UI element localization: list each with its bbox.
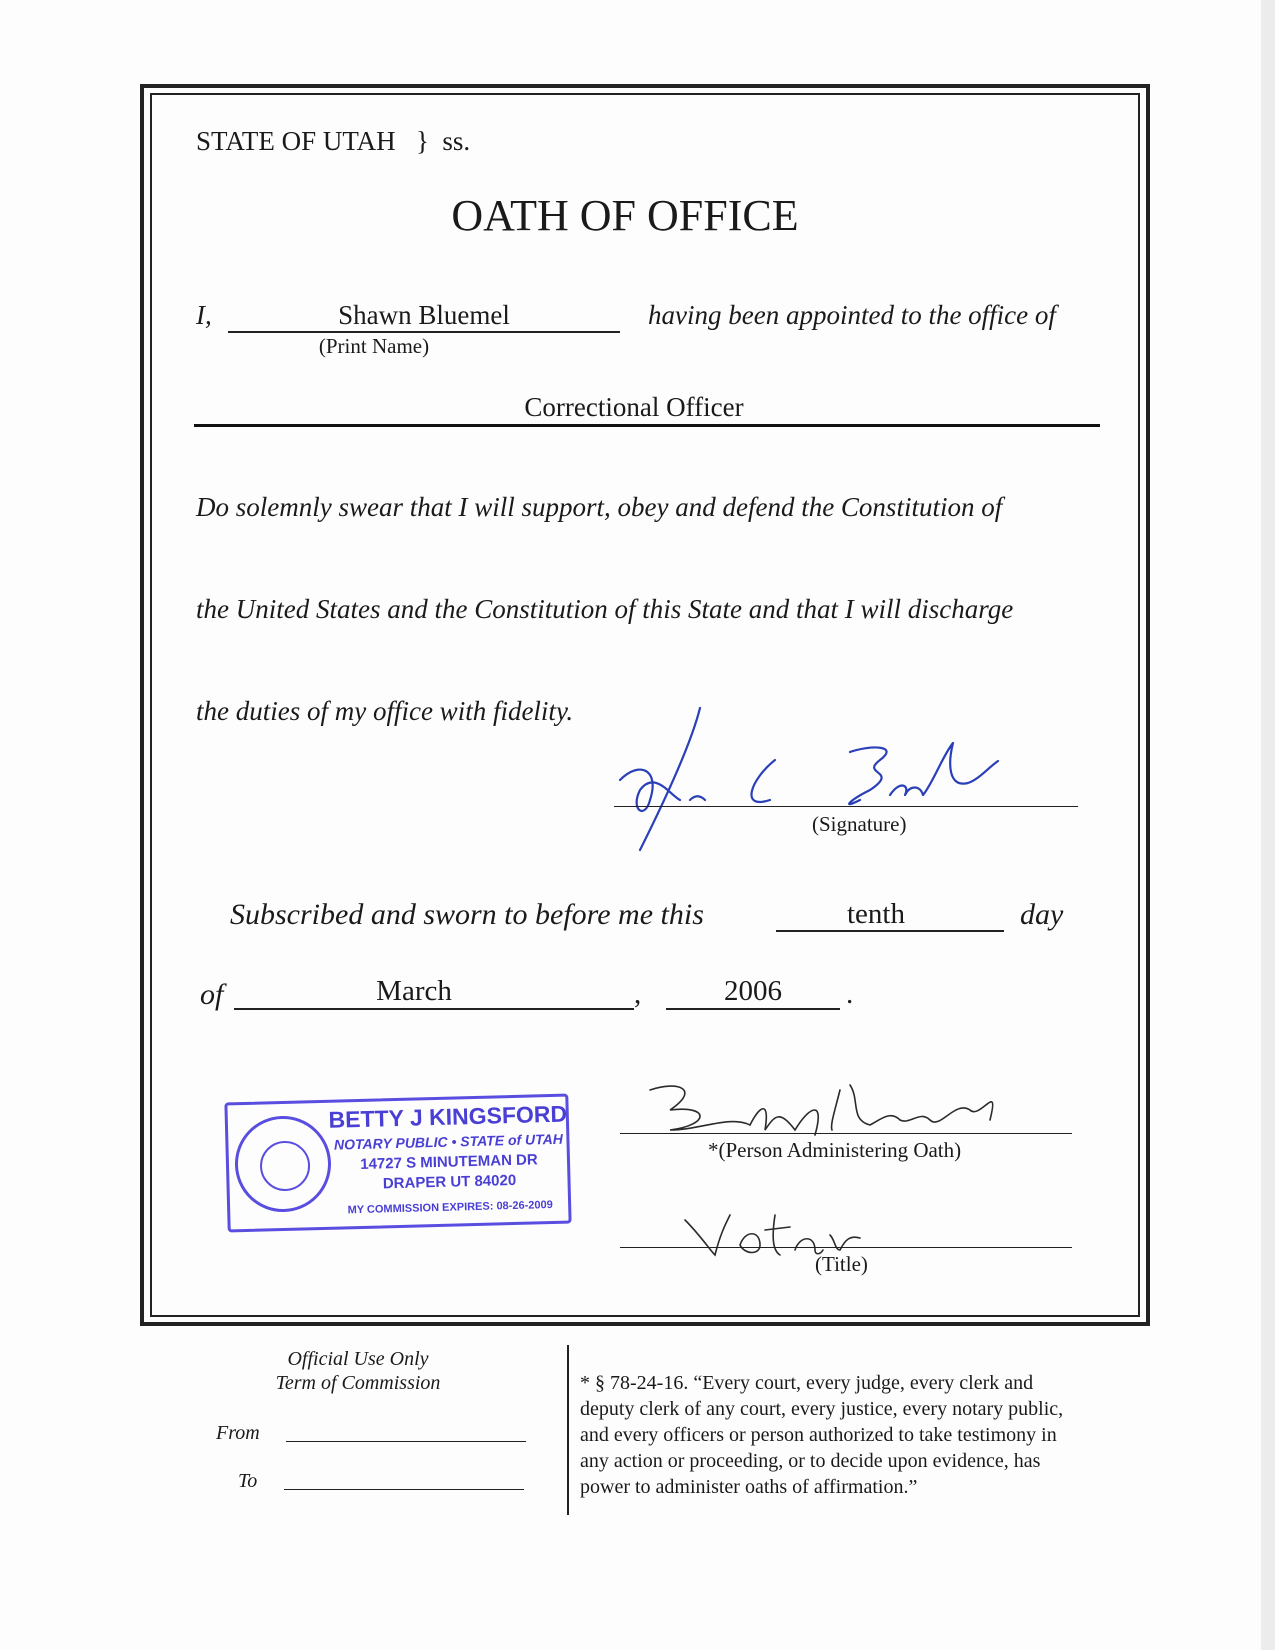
oath-line-1: Do solemnly swear that I will support, obey and defend the Constitution of [196,492,1003,522]
statute-line-1: * § 78-24-16. “Every court, every judge, every clerk and [580,1372,1034,1394]
day-word: day [1020,898,1064,931]
day-value: tenth [847,898,905,930]
stamp-notary-name: BETTY J KINGSFORD [328,1100,568,1133]
term-of-commission-heading: Term of Commission [275,1372,441,1394]
from-label: From [216,1422,260,1444]
oath-line-3: the duties of my office with fidelity. [196,696,574,726]
document-title: OATH OF OFFICE [451,191,799,240]
subscribed-lead: Subscribed and sworn to before me this [230,898,704,931]
name-line [228,331,620,333]
page-edge-shadow [1261,0,1275,1650]
statute-line-3: and every officers or person authorized to take testimony in [580,1424,1057,1446]
official-use-heading: Official Use Only [287,1348,429,1370]
office-title: Correctional Officer [524,392,744,422]
to-label: To [238,1470,258,1492]
from-line [286,1441,526,1442]
signature-caption: (Signature) [812,812,907,836]
month-comma: , [634,978,642,1010]
of-word: of [200,978,224,1011]
footer-divider [567,1345,569,1515]
statute-line-5: power to administer oaths of affirmation.” [580,1476,918,1498]
notary-stamp [224,1094,571,1233]
title-caption: (Title) [815,1252,868,1276]
signature-line [614,806,1078,807]
to-line [284,1489,524,1490]
officer-signature [600,700,1050,870]
state-seal-icon [234,1115,332,1213]
administering-line [620,1133,1072,1134]
year-line [666,1008,840,1010]
statute-line-2: deputy clerk of any court, every justice, every notary public, [580,1398,1064,1420]
administering-caption: *(Person Administering Oath) [708,1138,962,1162]
month-line [234,1008,634,1010]
appointed-phrase: having been appointed to the office of [648,300,1056,330]
stamp-line-3: DRAPER UT 84020 [382,1171,517,1193]
title-line [620,1247,1072,1248]
year-period: . [846,978,854,1010]
stamp-line-1: NOTARY PUBLIC • STATE of UTAH [333,1130,564,1153]
month-value: March [376,975,452,1007]
oath-line-2: the United States and the Constitution of this State and that I will discharge [196,594,1014,624]
print-name-caption: (Print Name) [318,334,430,358]
year-value: 2006 [724,975,782,1007]
statute-line-4: any action or proceeding, or to decide upon evidence, has [580,1450,1041,1472]
printed-name: Shawn Bluemel [338,300,510,330]
stamp-line-4: MY COMMISSION EXPIRES: 08-26-2009 [347,1198,553,1217]
i-prefix: I, [196,300,212,330]
stamp-line-2: 14727 S MINUTEMAN DR [360,1151,538,1173]
office-line [194,424,1100,427]
state-of-utah-label: STATE OF UTAH } ss. [196,126,471,156]
